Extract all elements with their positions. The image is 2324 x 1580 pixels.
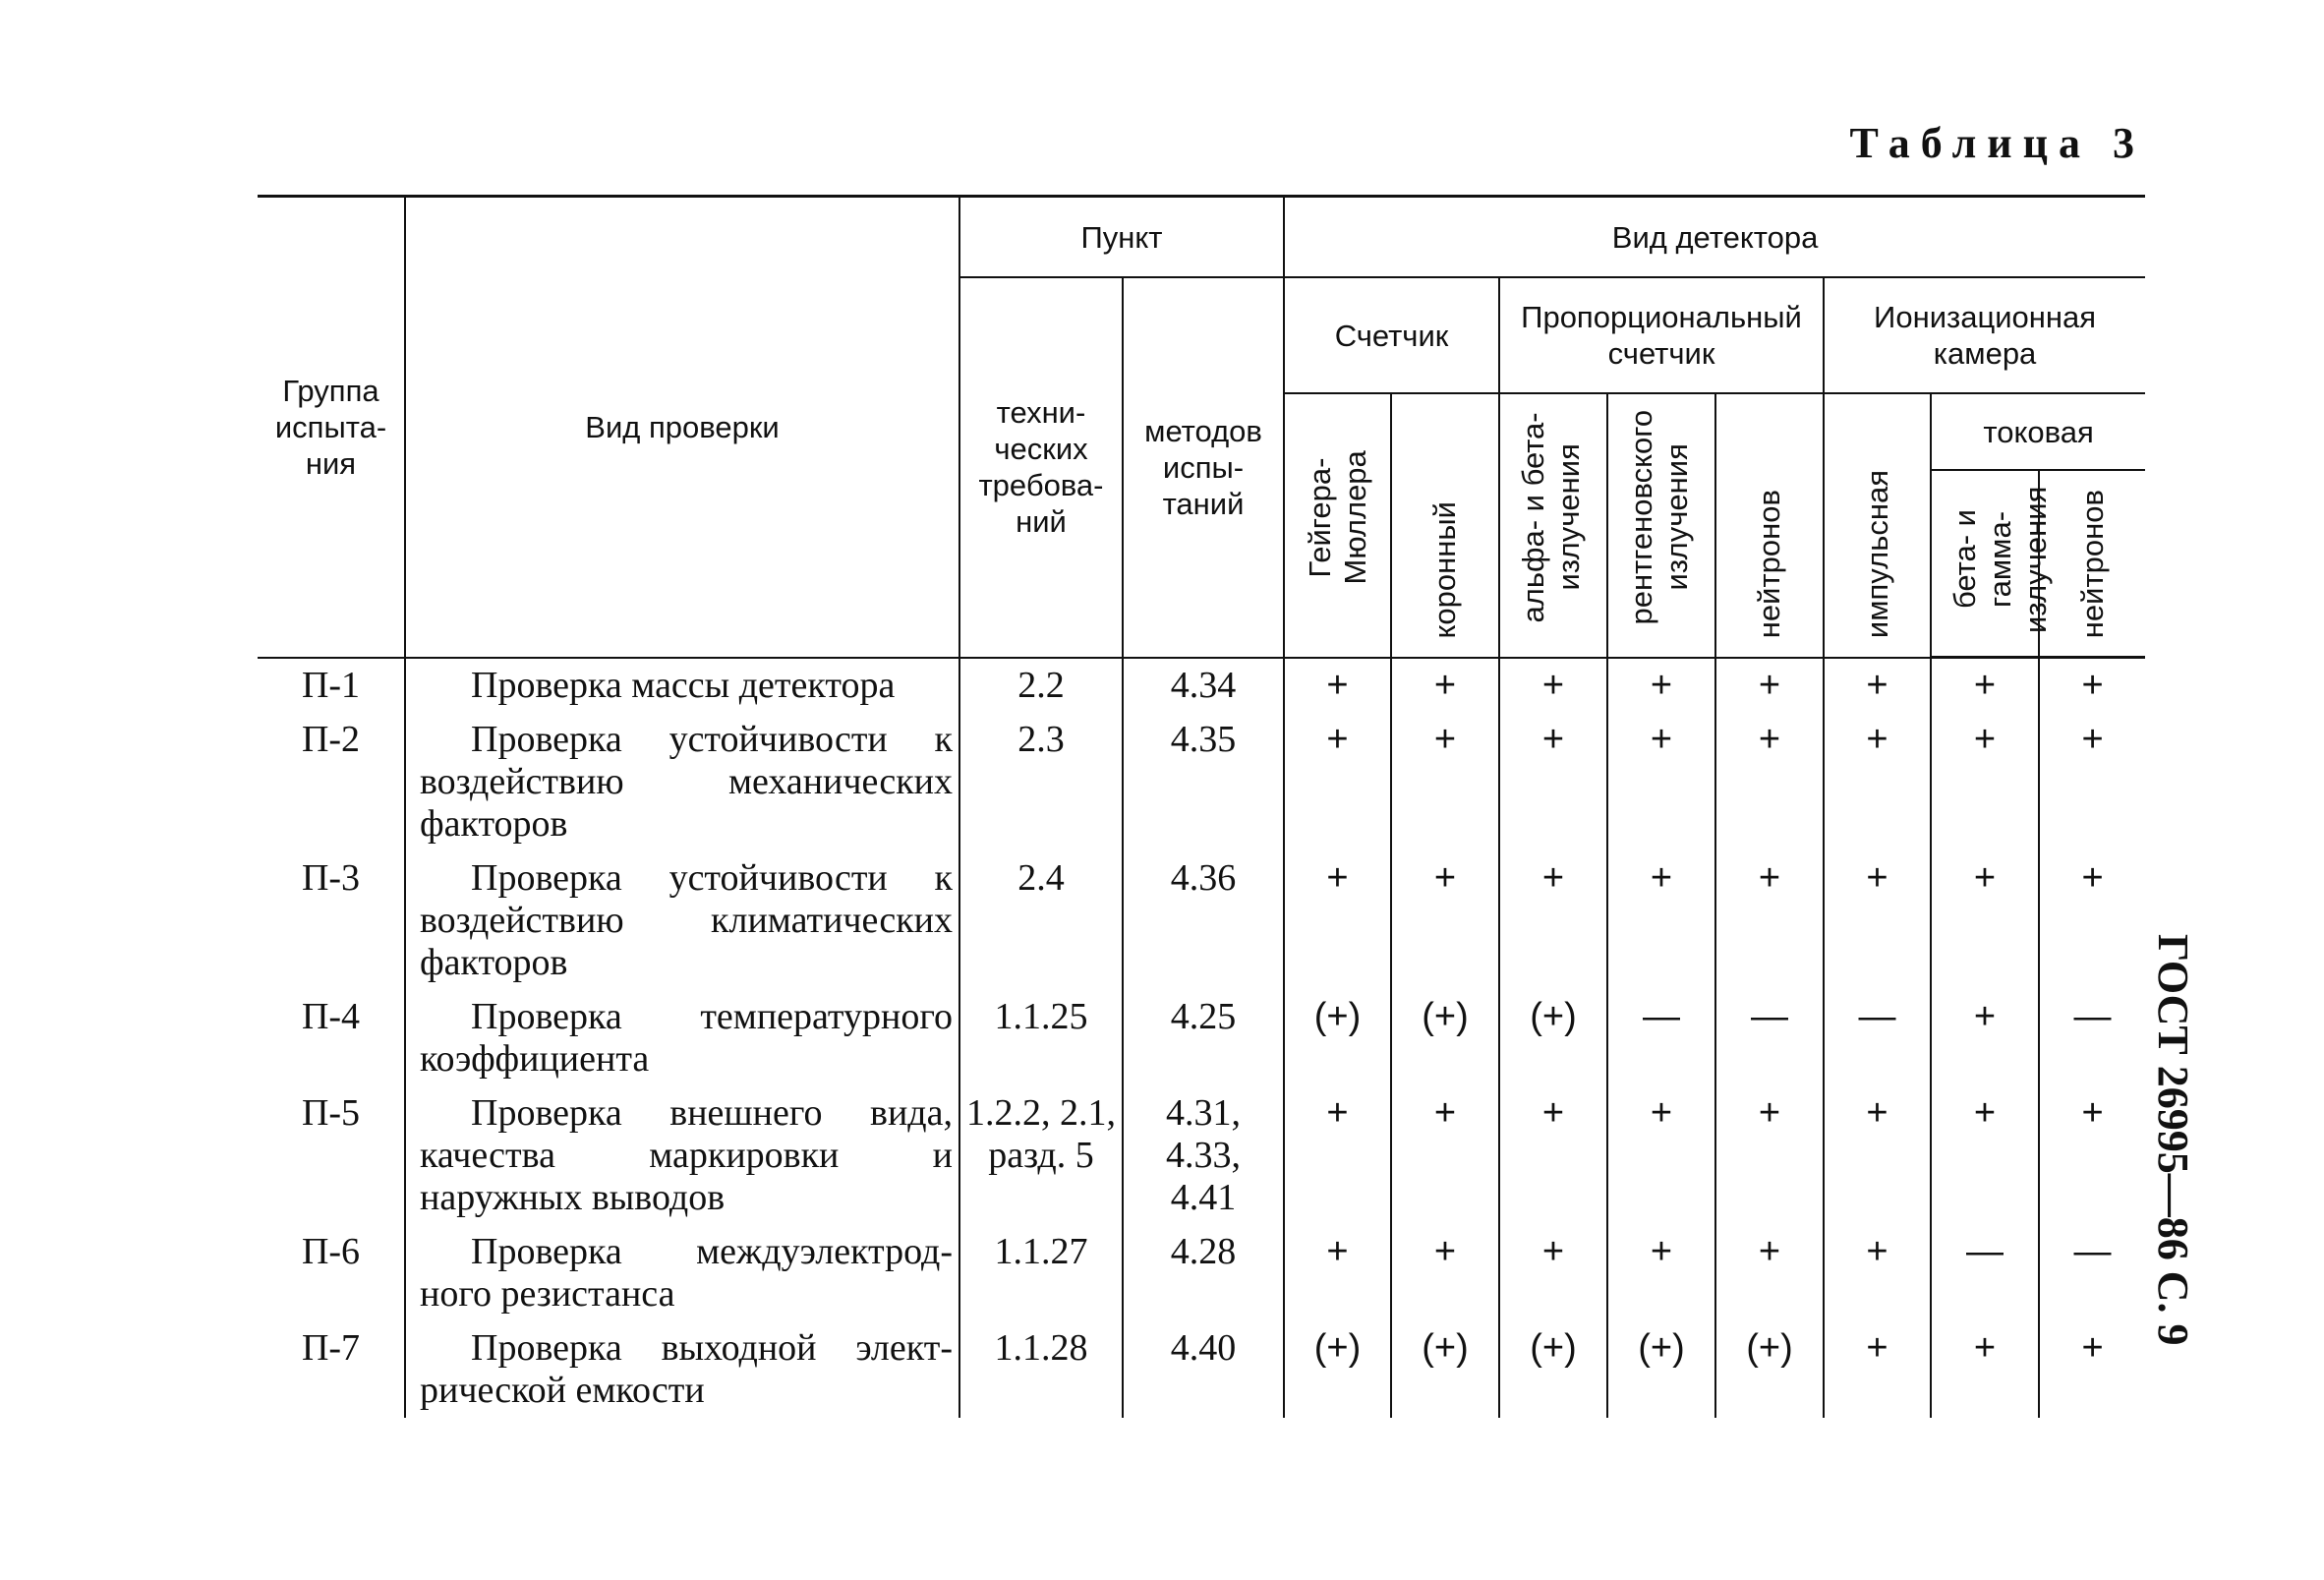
mark-cell: + [1499, 851, 1607, 990]
mark-cell: + [1824, 713, 1931, 851]
header-ion-chamber [1824, 277, 2145, 393]
mark-cell: — [2039, 1225, 2145, 1321]
header-current [1931, 393, 2145, 470]
header-clause-label: Пункт [1080, 219, 1163, 255]
group-cell: П-5 [258, 1086, 405, 1225]
mark-cell: — [2039, 990, 2145, 1086]
mark-cell: (+) [1499, 990, 1607, 1086]
check-cell [405, 851, 959, 990]
mark-cell: + [1715, 1225, 1824, 1321]
mark-cell: (+) [1284, 1321, 1391, 1418]
mark-cell: + [1284, 1225, 1391, 1321]
check-cell-text: Проверка внешнего вида, качества маркировки и наружных выводов [420, 1092, 953, 1218]
mark-cell: (+) [1391, 1321, 1499, 1418]
tech-req-cell: 2.4 [959, 851, 1123, 990]
header-current-label: токовая [1983, 414, 2094, 449]
check-cell-text: Проверка выходной элект-рической емкости [420, 1327, 953, 1411]
mark-cell: + [1931, 1321, 2039, 1418]
mark-cell: + [1824, 1321, 1931, 1418]
mark-cell: + [1607, 1086, 1715, 1225]
group-cell: П-4 [258, 990, 405, 1086]
tech-req-cell: 1.1.25 [959, 990, 1123, 1086]
test-method-cell: 4.28 [1123, 1225, 1284, 1321]
header-detector-type [1284, 197, 2145, 278]
group-cell: П-2 [258, 713, 405, 851]
header-check-label: Вид проверки [585, 409, 780, 444]
mark-cell: + [1284, 1086, 1391, 1225]
test-table [258, 195, 2145, 1418]
mark-cell: + [1931, 851, 2039, 990]
header-neutrons-curr-label: нейтронов [2074, 489, 2110, 638]
mark-cell: — [1824, 990, 1931, 1086]
table-caption: Таблица 3 [1849, 119, 2145, 167]
check-cell [405, 1086, 959, 1225]
check-cell [405, 1225, 959, 1321]
table-row [258, 658, 2145, 714]
mark-cell: — [1607, 990, 1715, 1086]
test-method-cell: 4.40 [1123, 1321, 1284, 1418]
table-row [258, 1225, 2145, 1321]
mark-cell: + [1931, 713, 2039, 851]
mark-cell: + [2039, 658, 2145, 714]
check-cell [405, 713, 959, 851]
table-row [258, 1086, 2145, 1225]
mark-cell: + [2039, 851, 2145, 990]
header-geiger [1284, 393, 1391, 658]
mark-cell: + [1499, 1225, 1607, 1321]
check-cell-text: Проверка устойчивости к воздействию климатических факторов [420, 857, 953, 983]
mark-cell: + [1391, 1086, 1499, 1225]
mark-cell: + [2039, 1321, 2145, 1418]
header-neutrons-prop [1715, 393, 1824, 658]
mark-cell: + [1824, 851, 1931, 990]
header-corona-label: коронный [1427, 501, 1463, 639]
header-xray [1607, 393, 1715, 658]
header-ion-chamber-label: Ионизационная камера [1874, 300, 2097, 371]
header-pulse [1824, 393, 1931, 658]
side-page-label: ГОСТ 26995—86 С. 9 [2149, 934, 2197, 1346]
header-counter-label: Счетчик [1334, 318, 1449, 353]
mark-cell: + [1607, 713, 1715, 851]
check-cell-text: Проверка устойчивости к воздействию механических факторов [420, 719, 953, 845]
check-cell [405, 990, 959, 1086]
header-counter [1284, 277, 1499, 393]
header-corona [1391, 393, 1499, 658]
test-method-cell: 4.35 [1123, 713, 1284, 851]
check-cell-text: Проверка междуэлектрод-ного резистанса [420, 1231, 953, 1315]
test-method-cell: 4.31, 4.33, 4.41 [1123, 1086, 1284, 1225]
test-method-cell: 4.25 [1123, 990, 1284, 1086]
table-row [258, 851, 2145, 990]
mark-cell: + [1391, 658, 1499, 714]
header-tech-req [959, 277, 1123, 658]
mark-cell: + [1931, 1086, 2039, 1225]
mark-cell: + [1391, 713, 1499, 851]
group-cell: П-6 [258, 1225, 405, 1321]
mark-cell: + [1715, 713, 1824, 851]
mark-cell: + [1499, 658, 1607, 714]
group-cell: П-7 [258, 1321, 405, 1418]
mark-cell: (+) [1499, 1321, 1607, 1418]
mark-cell: + [1284, 658, 1391, 714]
check-cell-text: Проверка массы детектора [471, 664, 896, 706]
check-cell [405, 658, 959, 714]
header-xray-label: рентгеновского излучения [1624, 409, 1695, 625]
mark-cell: + [1607, 1225, 1715, 1321]
check-cell-text: Проверка температурного коэффициента [420, 996, 953, 1080]
mark-cell: + [1499, 713, 1607, 851]
header-prop-counter [1499, 277, 1824, 393]
mark-cell: + [2039, 1086, 2145, 1225]
mark-cell: + [1607, 851, 1715, 990]
tech-req-cell: 1.1.28 [959, 1321, 1123, 1418]
mark-cell: + [1391, 851, 1499, 990]
mark-cell: (+) [1607, 1321, 1715, 1418]
table-row [258, 1321, 2145, 1418]
mark-cell: (+) [1715, 1321, 1824, 1418]
mark-cell: + [1715, 658, 1824, 714]
mark-cell: + [1607, 658, 1715, 714]
header-tech-req-label: техни-ческих требова-ний [978, 395, 1104, 540]
mark-cell: + [1284, 713, 1391, 851]
header-neutrons-curr [2039, 470, 2145, 658]
header-test-methods [1123, 277, 1284, 658]
group-cell: П-3 [258, 851, 405, 990]
mark-cell: (+) [1391, 990, 1499, 1086]
mark-cell: + [1391, 1225, 1499, 1321]
header-geiger-label: Гейгера-Мюллера [1302, 450, 1372, 585]
table-row [258, 990, 2145, 1086]
check-cell [405, 1321, 959, 1418]
mark-cell: + [1499, 1086, 1607, 1225]
table-row [258, 713, 2145, 851]
mark-cell: — [1715, 990, 1824, 1086]
mark-cell: + [1931, 658, 2039, 714]
mark-cell: + [1824, 658, 1931, 714]
mark-cell: + [2039, 713, 2145, 851]
mark-cell: (+) [1284, 990, 1391, 1086]
mark-cell: + [1715, 1086, 1824, 1225]
header-group [258, 197, 405, 658]
test-method-cell: 4.34 [1123, 658, 1284, 714]
header-group-label: Группа испыта-ния [274, 373, 387, 481]
tech-req-cell: 1.1.27 [959, 1225, 1123, 1321]
mark-cell: + [1931, 990, 2039, 1086]
header-test-methods-label: методов испы-таний [1144, 413, 1262, 521]
tech-req-cell: 2.2 [959, 658, 1123, 714]
header-alpha-beta [1499, 393, 1607, 658]
test-method-cell: 4.36 [1123, 851, 1284, 990]
mark-cell: + [1284, 851, 1391, 990]
header-prop-counter-label: Пропорциональный счетчик [1521, 300, 1802, 371]
header-pulse-label: импульсная [1859, 470, 1894, 639]
tech-req-cell: 2.3 [959, 713, 1123, 851]
mark-cell: + [1824, 1086, 1931, 1225]
tech-req-cell: 1.2.2, 2.1, разд. 5 [959, 1086, 1123, 1225]
header-beta-gamma [1931, 470, 2054, 658]
header-neutrons-prop-label: нейтронов [1752, 490, 1787, 639]
group-cell: П-1 [258, 658, 405, 714]
header-clause [959, 197, 1284, 278]
mark-cell: — [1931, 1225, 2039, 1321]
header-check [405, 197, 959, 658]
header-alpha-beta-label: альфа- и бета-излучения [1516, 412, 1587, 623]
header-beta-gamma-label: бета- и гамма-излучения [1947, 486, 2054, 633]
mark-cell: + [1715, 851, 1824, 990]
table-body [258, 658, 2145, 1419]
mark-cell: + [1824, 1225, 1931, 1321]
header-detector-type-label: Вид детектора [1611, 219, 1819, 255]
